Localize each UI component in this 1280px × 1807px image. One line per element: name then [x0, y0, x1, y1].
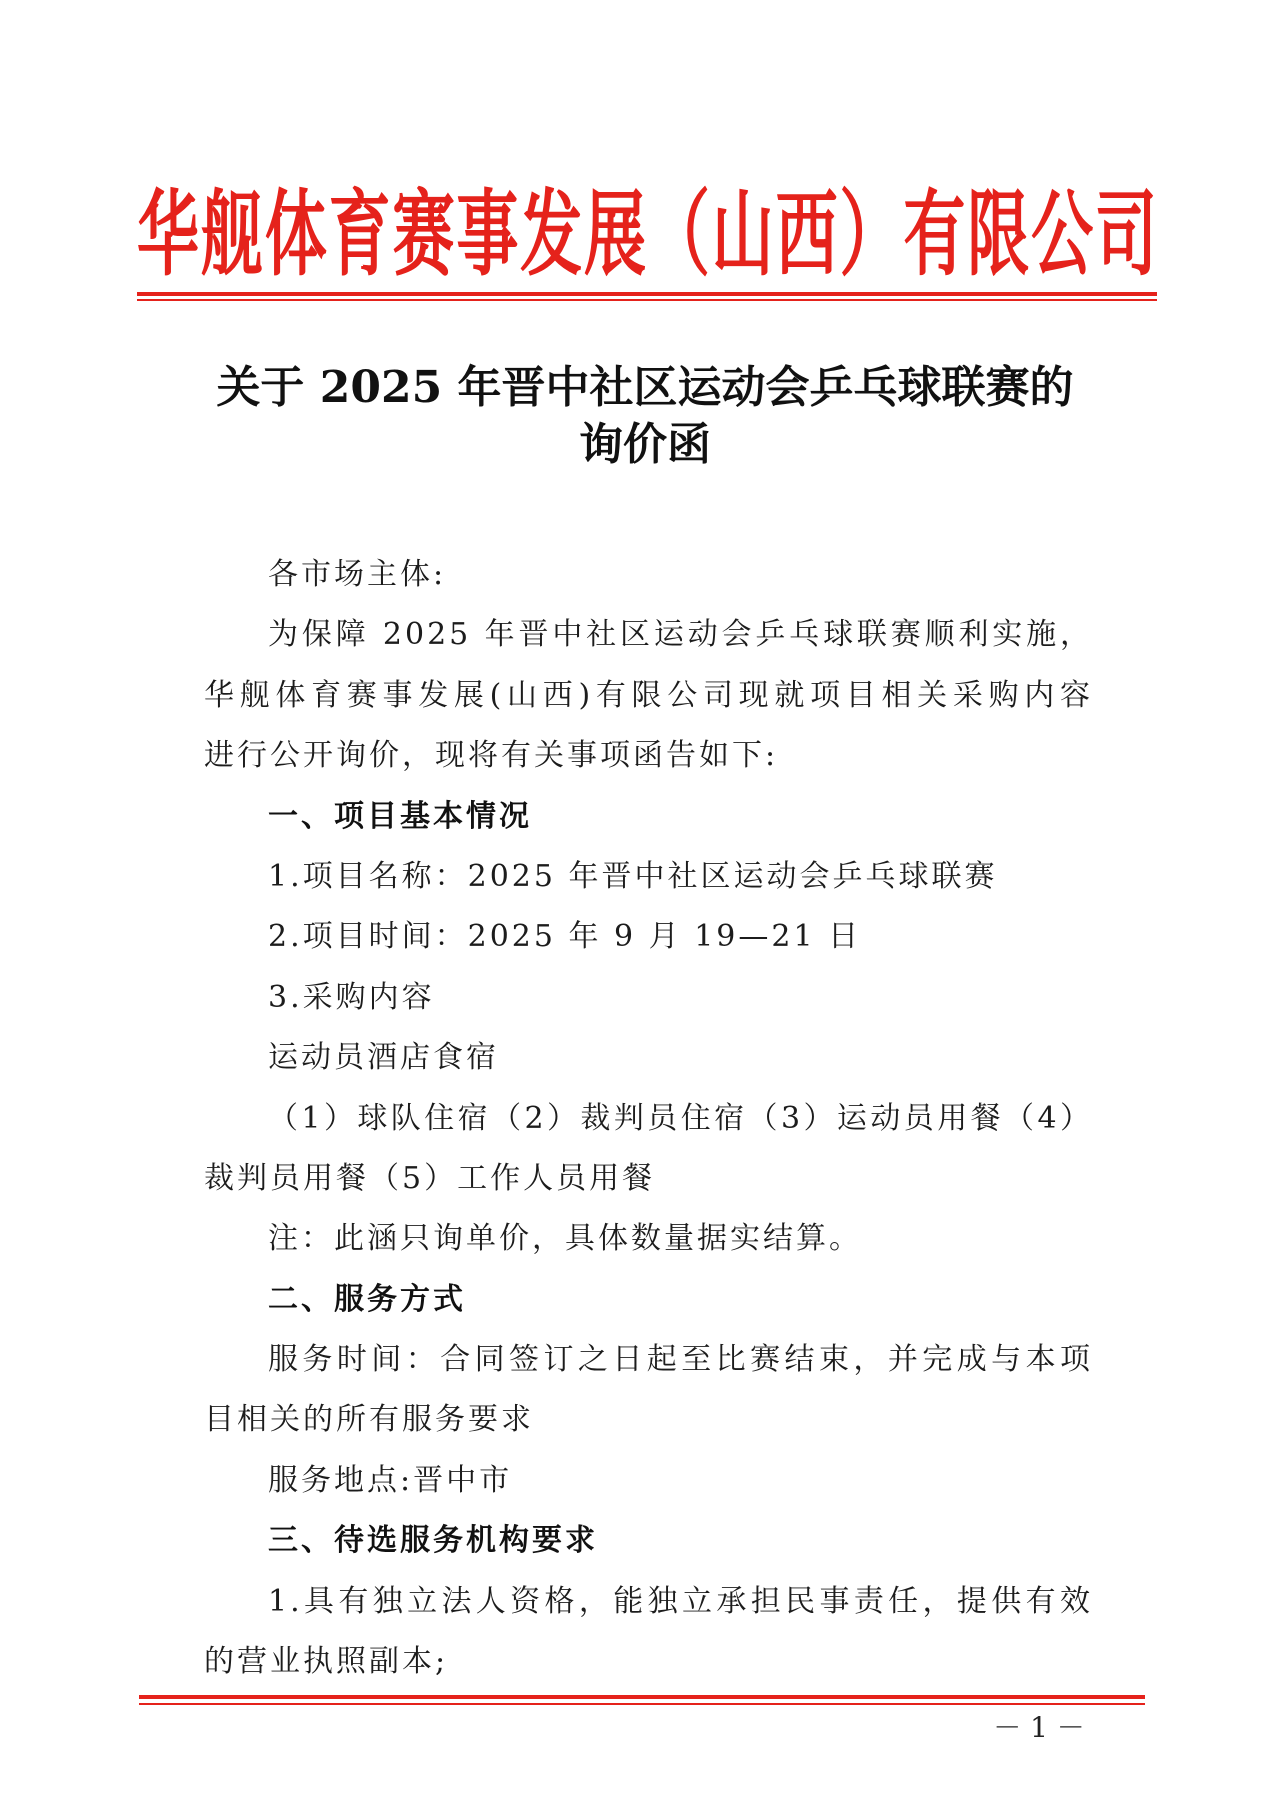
section-heading-provider-requirements: 三、待选服务机构要求 [268, 1523, 598, 1559]
procurement-category: 运动员酒店食宿 [268, 1040, 499, 1076]
section-heading-basic-info: 一、项目基本情况 [268, 798, 532, 834]
procurement-list-line: 裁判员用餐（5）工作人员用餐 [204, 1160, 656, 1196]
requirement-line: 1.具有独立法人资格，能独立承担民事责任，提供有效 [268, 1583, 1093, 1619]
pricing-note: 注：此涵只询单价，具体数量据实结算。 [268, 1221, 862, 1257]
service-time-line: 目相关的所有服务要求 [204, 1402, 534, 1438]
document-title-line-2: 询价函 [579, 419, 711, 470]
footer-red-rule [139, 1695, 1145, 1699]
project-time-item: 2.项目时间：2025 年 9 月 19—21 日 [268, 919, 862, 955]
section-heading-service-mode: 二、服务方式 [268, 1281, 466, 1317]
intro-paragraph-line: 为保障 2025 年晋中社区运动会乒乓球联赛顺利实施， [268, 617, 1093, 653]
letterhead-red-rule [137, 292, 1157, 296]
project-name-item: 1.项目名称：2025 年晋中社区运动会乒乓球联赛 [268, 858, 998, 894]
intro-paragraph-line: 华舰体育赛事发展(山西)有限公司现就项目相关采购内容 [204, 677, 1093, 713]
service-location: 服务地点:晋中市 [268, 1462, 513, 1498]
procurement-list-line: （1）球队住宿（2）裁判员住宿（3）运动员用餐（4） [268, 1100, 1093, 1136]
requirement-line: 的营业执照副本; [204, 1644, 449, 1680]
intro-paragraph-line: 进行公开询价，现将有关事项函告如下: [204, 738, 779, 774]
salutation: 各市场主体: [268, 557, 447, 592]
procurement-content-label: 3.采购内容 [268, 979, 435, 1015]
document-title-line-1: 关于 2025 年晋中社区运动会乒乓球联赛的 [216, 362, 1074, 413]
document-body [204, 545, 1093, 1692]
page-number: － 1 － [993, 1711, 1085, 1744]
service-time-line: 服务时间：合同签订之日起至比赛结束，并完成与本项 [268, 1342, 1093, 1378]
footer-red-rule-thin [139, 1703, 1145, 1705]
letterhead-red-rule-thin [137, 299, 1157, 301]
letterhead-organization-name: 华舰体育赛事发展（山西）有限公司 [137, 179, 1157, 289]
